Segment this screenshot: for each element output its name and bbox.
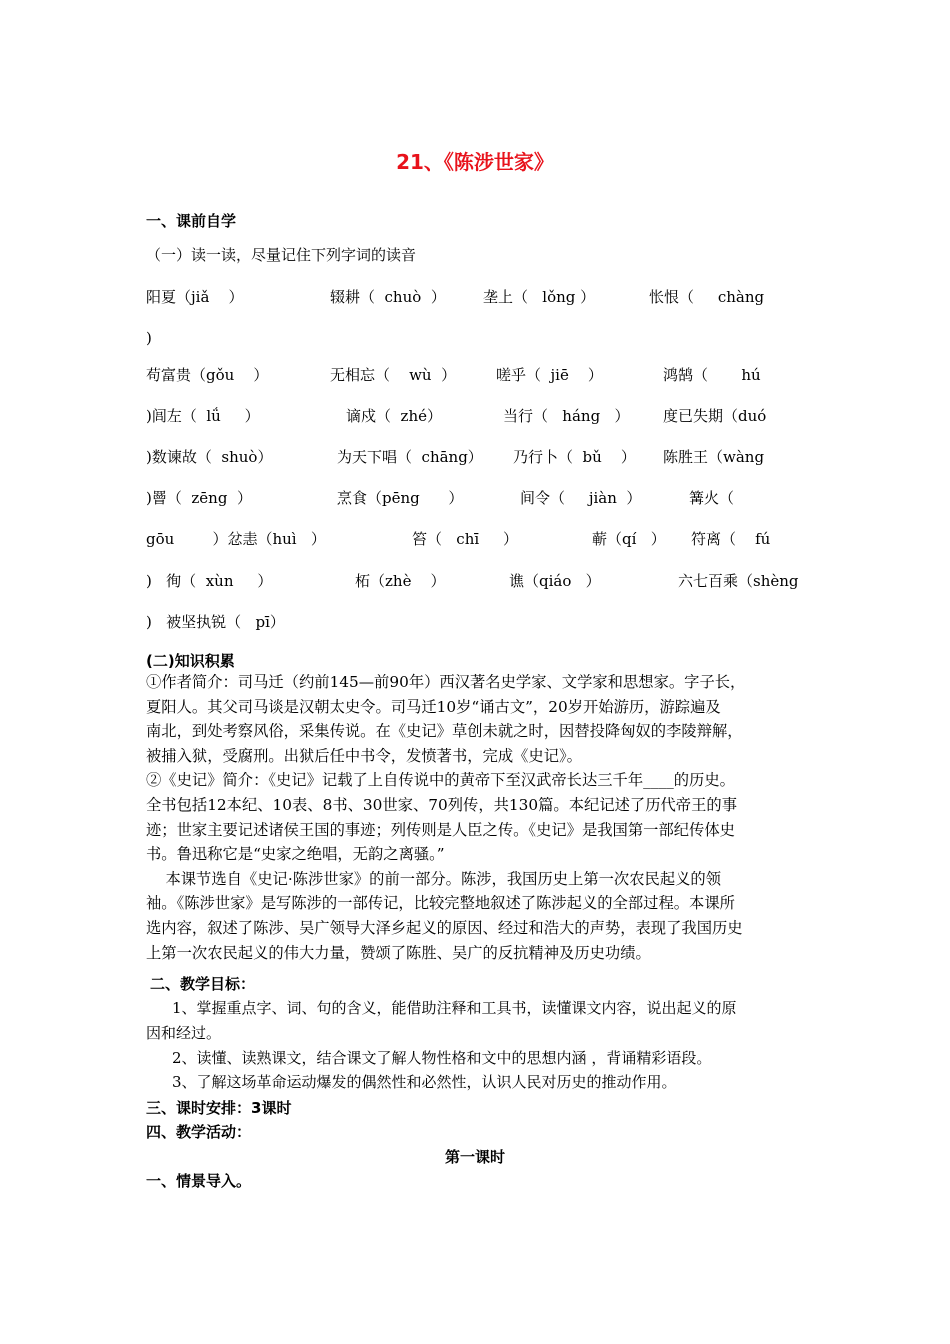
pron-item: )罾（ zēng ） — [146, 489, 252, 507]
pron-item: ) 徇（ xùn ） — [146, 572, 273, 590]
pron-item: 为天下唱（ chāng） — [337, 448, 483, 466]
text-line: ①作者简介：司马迁（约前145—前90年）西汉著名史学家、文学家和思想家。字子长， — [146, 673, 746, 691]
pron-item: ) — [146, 329, 152, 347]
pron-item: 笞（ chī ） — [412, 530, 519, 548]
pron-item: ) 被坚执锐（ pī） — [146, 613, 285, 631]
pron-item: 辍耕（ chuò ） — [330, 288, 446, 306]
pron-item: 垄上（ lǒng ） — [483, 288, 596, 306]
pron-item: 烹食（pēng ） — [337, 489, 464, 507]
pron-item: )闾左（ lǘ ） — [146, 407, 260, 425]
section-heading-activities: 四、教学活动： — [146, 1123, 252, 1141]
text-line: 选内容，叙述了陈涉、吴广领导大泽乡起义的原因、经过和浩大的声势，表现了我国历史 — [146, 918, 743, 937]
knowledge-paragraphs — [146, 670, 810, 965]
pron-item: 篝火（ — [689, 489, 735, 507]
objective-line: 1、掌握重点字、词、句的含义，能借助注释和工具书，读懂课文内容，说出起义的原 — [172, 999, 737, 1017]
pron-item: )数谏故（ shuò） — [146, 448, 273, 466]
pron-item: 度已失期（duó — [663, 407, 767, 425]
pron-item: gōu ）忿恚（huì ） — [146, 530, 326, 548]
pron-item: 谪戍（ zhé） — [346, 407, 442, 425]
pron-item: 陈胜王（wàng — [663, 448, 765, 466]
pron-item: 谯（qiáo ） — [509, 572, 601, 590]
text-line: 本课节选自《史记·陈涉世家》的前一部分。陈涉，我国历史上第一次农民起义的领 — [146, 869, 722, 888]
document-title: 21、《陈涉世家》 — [396, 150, 554, 174]
text-line: 迹；世家主要记述诸侯王国的事迹；列传则是人臣之传。《史记》是我国第一部纪传体史 — [146, 820, 735, 839]
subsection-pronunciation: （一）读一读，尽量记住下列字词的读音 — [146, 246, 417, 264]
pron-item: 蕲（qí ） — [592, 530, 666, 548]
section-heading-schedule: 三、课时安排：3课时 — [146, 1099, 292, 1117]
text-line: 上第一次农民起义的伟大力量，赞颂了陈胜、吴广的反抗精神及历史功绩。 — [146, 943, 651, 962]
pron-item: 怅恨（ chàng — [649, 288, 765, 306]
text-line: 书。鲁迅称它是“史家之绝唱，无韵之离骚。” — [146, 845, 445, 864]
text-line: 南北，到处考察风俗，采集传说。在《史记》草创未就之时，因替投降匈奴的李陵辩解， — [146, 722, 743, 741]
pron-item: 鸿鹄（ hú — [663, 366, 761, 384]
pron-item: 当行（ háng ） — [503, 407, 630, 425]
pron-item: 阳夏（jiǎ ） — [146, 288, 244, 306]
objective-line: 3、了解这场革命运动爆发的偶然性和必然性，认识人民对历史的推动作用。 — [172, 1073, 677, 1091]
pron-item: 符离（ fú — [691, 530, 771, 548]
text-line: 全书包括12本纪、10表、8书、30世家、70列传，共130篇。本纪记述了历代帝王的事 — [146, 795, 737, 814]
pron-item: 六七百乘（shèng — [678, 572, 799, 590]
objective-line: 2、读懂、读熟课文，结合课文了解人物性格和文中的思想内涵 ，背诵精彩语段。 — [172, 1049, 712, 1067]
pron-item: 无相忘（ wù ） — [330, 366, 457, 384]
section-heading-objectives: 二、教学目标： — [150, 975, 256, 993]
text-line: ②《史记》简介：《史记》记载了上自传说中的黄帝下至汉武帝长达三千年____的历史。 — [146, 771, 735, 790]
pron-item: 乃行卜（ bǔ ） — [513, 448, 636, 466]
section-heading-self-study: 一、课前自学 — [146, 212, 237, 230]
pron-item: 苟富贵（gǒu ） — [146, 366, 269, 384]
subsection-knowledge: (二)知识积累 — [146, 652, 235, 670]
pron-item: 间令（ jiàn ） — [520, 489, 642, 507]
text-line: 袖。《陈涉世家》是写陈涉的一部传记，比较完整地叙述了陈涉起义的全部过程。本课所 — [146, 894, 735, 913]
objective-line: 因和经过。 — [146, 1024, 222, 1042]
text-line: 夏阳人。其父司马谈是汉朝太史令。司马迁10岁“诵古文”，20岁开始游历，游踪遍及 — [146, 697, 721, 716]
pron-item: 嗟乎（ jiē ） — [496, 366, 603, 384]
section-heading-intro: 一、情景导入。 — [146, 1172, 252, 1190]
text-line: 被捕入狱，受腐刑。出狱后任中书令，发愤著书，完成《史记》。 — [146, 746, 582, 765]
pron-item: 柘（zhè ） — [355, 572, 446, 590]
lesson-title: 第一课时 — [444, 1148, 505, 1166]
